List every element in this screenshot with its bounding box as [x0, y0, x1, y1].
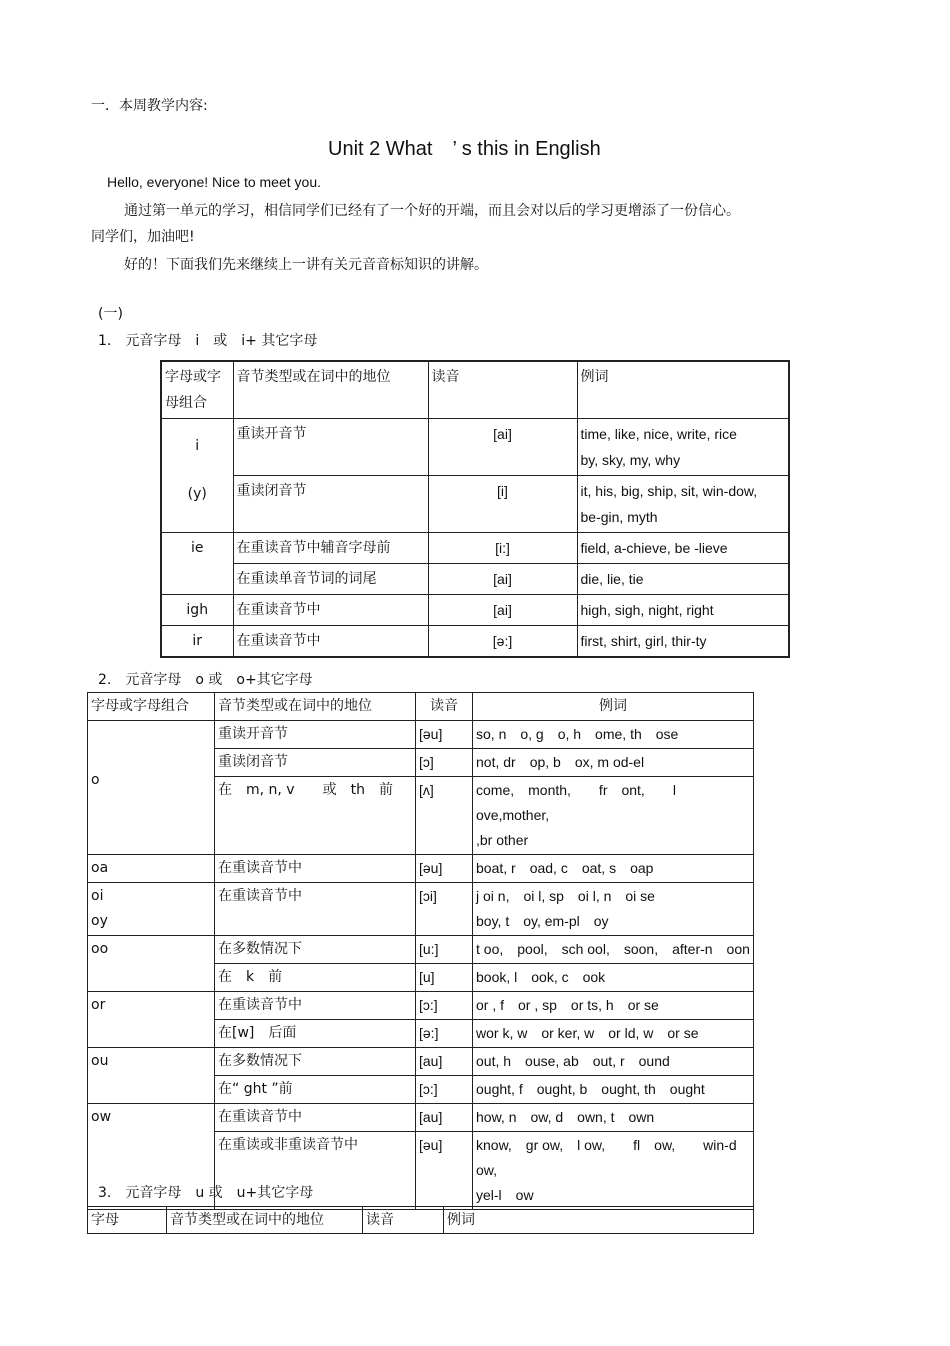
intro-paragraph-2: 好的！下面我们先来继续上一讲有关元音音标知识的讲解。 [124, 257, 488, 273]
type-cell: 在重读单音节词的词尾 [233, 564, 428, 595]
examples-cell [577, 476, 789, 533]
sound-cell: [ɔ] [416, 749, 473, 777]
type-cell: 重读闭音节 [233, 476, 428, 533]
table-row [161, 626, 789, 658]
sound-cell: [ɔi] [416, 883, 473, 936]
sound-cell: [ai] [428, 595, 577, 626]
letter-cell: ie [161, 533, 233, 595]
table-row [161, 533, 789, 564]
sound-cell: [әu] [416, 855, 473, 883]
examples-cell: die, lie, tie [577, 564, 789, 595]
header-cell-letter: 字母或字母组合 [88, 693, 215, 721]
sound-cell: [ai] [428, 419, 577, 476]
sound-cell: [ɔ:] [416, 1076, 473, 1104]
type-cell: 重读闭音节 [215, 749, 416, 777]
page-title: Unit 2 What ’ s this in English [328, 138, 601, 160]
letter-i: i [195, 438, 200, 454]
examples-cell [473, 883, 754, 936]
examples-cell: field, a-chieve, be -lieve [577, 533, 789, 564]
examples-line2: boy, t oy, em-pl oy [476, 913, 609, 929]
letter-cell: ow [88, 1104, 215, 1210]
header-cell-sound: 读音 [363, 1207, 444, 1234]
sound-cell: [i] [428, 476, 577, 533]
sound-cell: [ә:] [416, 1020, 473, 1048]
type-cell: 在重读音节中辅音字母前 [233, 533, 428, 564]
greeting-line: Hello, everyone! Nice to meet you. [107, 174, 321, 190]
sound-cell: [әu] [416, 1132, 473, 1210]
letter-oi: oi [91, 888, 104, 904]
table-row [88, 992, 754, 1020]
intro-paragraph-line2: 同学们，加油吧! [91, 229, 195, 245]
examples-cell: first, shirt, girl, thir-ty [577, 626, 789, 658]
table-row [88, 1104, 754, 1132]
sound-cell: [au] [416, 1048, 473, 1076]
section-label: 一．本周教学内容: [91, 98, 208, 114]
table-header-row [88, 693, 754, 721]
letter-cell: ou [88, 1048, 215, 1104]
type-cell: 在多数情况下 [215, 1048, 416, 1076]
type-cell: 在 m, n, v 或 th 前 [215, 777, 416, 855]
examples-line1: time, like, nice, write, rice [580, 426, 737, 442]
examples-line1: it, his, big, ship, sit, win-dow, [580, 483, 758, 499]
type-cell: 在多数情况下 [215, 936, 416, 964]
letter-cell [88, 883, 215, 936]
vowel-i-table [160, 360, 790, 658]
type-cell: 重读开音节 [215, 721, 416, 749]
header-cell-type: 音节类型或在词中的地位 [215, 693, 416, 721]
examples-cell [473, 777, 754, 855]
letter-cell [88, 721, 215, 855]
type-cell: 在 k 前 [215, 964, 416, 992]
letter-o: o [91, 772, 100, 788]
type-cell: 在重读或非重读音节中 [215, 1132, 416, 1210]
section3-heading: 3. 元音字母 u 或 u+其它字母 [98, 1185, 314, 1201]
letter-cell: ir [161, 626, 233, 658]
examples-line2: be-gin, myth [580, 509, 658, 525]
table-row [88, 883, 754, 936]
sound-cell: [i:] [428, 533, 577, 564]
examples-cell: so, n o, g o, h ome, th ose [473, 721, 754, 749]
letter-cell: oo [88, 936, 215, 992]
table-row [88, 1048, 754, 1076]
header-cell-type: 音节类型或在词中的地位 [167, 1207, 363, 1234]
type-cell: 重读开音节 [233, 419, 428, 476]
examples-cell: t oo, pool, sch ool, soon, after-n oon [473, 936, 754, 964]
examples-cell: wor k, w or ker, w or ld, w or se [473, 1020, 754, 1048]
letter-cell: or [88, 992, 215, 1048]
sound-cell: [ә:] [428, 626, 577, 658]
examples-cell: how, n ow, d own, t own [473, 1104, 754, 1132]
letter-cell: igh [161, 595, 233, 626]
vowel-u-table [87, 1206, 754, 1234]
type-cell: 在重读音节中 [215, 883, 416, 936]
letter-y: (y) [187, 486, 207, 502]
table-row [88, 855, 754, 883]
header-cell-examples: 例词 [577, 361, 789, 419]
examples-cell: not, dr op, b ox, m od-el [473, 749, 754, 777]
header-cell-examples: 例词 [444, 1207, 754, 1234]
sound-cell: [u] [416, 964, 473, 992]
header-cell-sound: 读音 [428, 361, 577, 419]
examples-line1: j oi n, oi l, sp oi l, n oi se [476, 888, 655, 904]
table-row [161, 476, 789, 533]
section2-heading: 2. 元音字母 o 或 o+其它字母 [98, 672, 313, 688]
examples-cell: boat, r oad, c oat, s oap [473, 855, 754, 883]
examples-line2: ,br other [476, 832, 529, 848]
examples-cell: or , f or , sp or ts, h or se [473, 992, 754, 1020]
header-cell-letter: 字母或字母组合 [161, 361, 233, 419]
letter-cell [161, 419, 233, 533]
examples-line2: yel-l ow [476, 1187, 534, 1203]
sound-cell: [ai] [428, 564, 577, 595]
vowel-o-table [87, 692, 754, 1210]
type-cell: 在重读音节中 [233, 595, 428, 626]
sound-cell: [әu] [416, 721, 473, 749]
intro-paragraph-line1: 通过第一单元的学习，相信同学们已经有了一个好的开端，而且会对以后的学习更增添了一份信心。 [124, 203, 740, 219]
sound-cell: [ʌ] [416, 777, 473, 855]
type-cell: 在“ ght ”前 [215, 1076, 416, 1104]
examples-cell: high, sigh, night, right [577, 595, 789, 626]
table-row [161, 595, 789, 626]
table-row [88, 936, 754, 964]
table-row [161, 564, 789, 595]
examples-cell [473, 1132, 754, 1210]
examples-cell: book, l ook, c ook [473, 964, 754, 992]
section1-heading: 1. 元音字母 i 或 i+ 其它字母 [98, 333, 318, 349]
part-label: (一) [98, 306, 123, 322]
sound-cell: [u:] [416, 936, 473, 964]
examples-line1: know, gr ow, l ow, fl ow, win-d ow, [476, 1137, 737, 1178]
header-cell-sound: 读音 [416, 693, 473, 721]
examples-cell [577, 419, 789, 476]
letter-oy: oy [91, 913, 108, 929]
header-cell-type: 音节类型或在词中的地位 [233, 361, 428, 419]
type-cell: 在重读音节中 [215, 992, 416, 1020]
table-row [88, 721, 754, 749]
examples-line2: by, sky, my, why [580, 452, 681, 468]
sound-cell: [ɔ:] [416, 992, 473, 1020]
sound-cell: [au] [416, 1104, 473, 1132]
type-cell: 在[w] 后面 [215, 1020, 416, 1048]
type-cell: 在重读音节中 [215, 1104, 416, 1132]
type-cell: 在重读音节中 [215, 855, 416, 883]
header-cell-examples: 例词 [473, 693, 754, 721]
type-cell: 在重读音节中 [233, 626, 428, 658]
examples-cell: ought, f ought, b ought, th ought [473, 1076, 754, 1104]
table-header-row [88, 1207, 754, 1234]
letter-cell: oa [88, 855, 215, 883]
table-header-row [161, 361, 789, 419]
examples-cell: out, h ouse, ab out, r ound [473, 1048, 754, 1076]
table-row [161, 419, 789, 476]
examples-line1: come, month, fr ont, l ove,mother, [476, 782, 676, 823]
header-cell-letter: 字母 [88, 1207, 167, 1234]
